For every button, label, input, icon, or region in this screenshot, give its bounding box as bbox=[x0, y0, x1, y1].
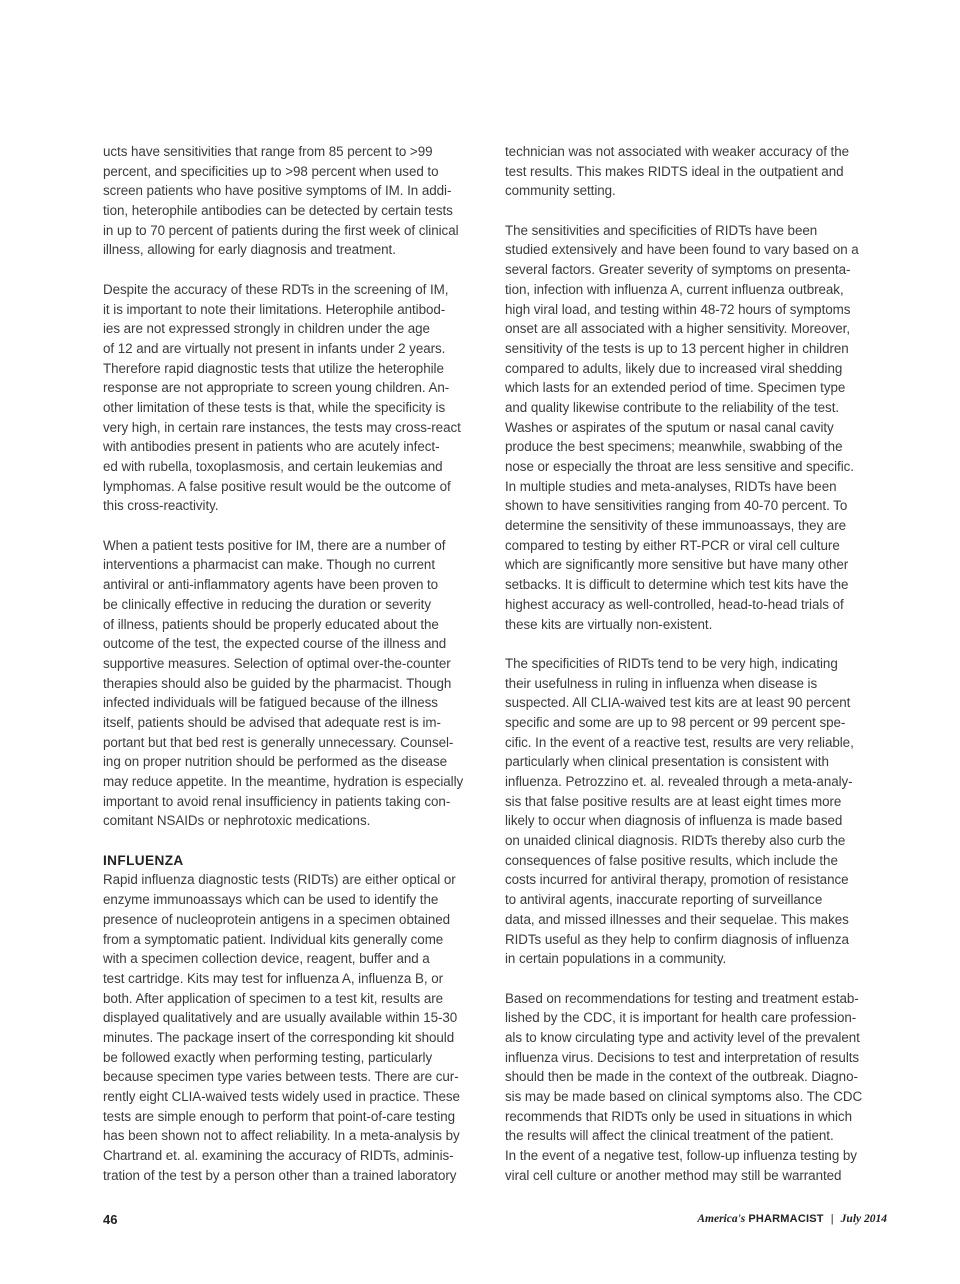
page-number: 46 bbox=[103, 1212, 118, 1227]
text-line: to antiviral agents, inaccurate reporting of surveillance bbox=[505, 892, 823, 908]
text-line: als to know circulating type and activity level of the prevalent bbox=[505, 1029, 860, 1045]
text-line: antiviral or anti-inflammatory agents have been proven to bbox=[103, 577, 439, 593]
text-line: infected individuals will be fatigued because of the illness bbox=[103, 695, 438, 711]
text-line: of 12 and are virtually not present in infants under 2 years. bbox=[103, 340, 446, 356]
paragraph-gap bbox=[505, 201, 888, 221]
text-line: cific. In the event of a reactive test, results are very reliable, bbox=[505, 734, 854, 750]
text-line: enzyme immunoassays which can be used to identify the bbox=[103, 892, 439, 908]
text-line: both. After application of specimen to a test kit, results are bbox=[103, 990, 444, 1006]
text-line: therapies should also be guided by the pharmacist. Though bbox=[103, 675, 452, 691]
text-line: from a symptomatic patient. Individual kits generally come bbox=[103, 931, 444, 947]
text-line: portant but that bed rest is generally unnecessary. Counsel- bbox=[103, 734, 454, 750]
text-line: itself, patients should be advised that adequate rest is im- bbox=[103, 714, 441, 730]
text-line: The specificities of RIDTs tend to be very high, indicating bbox=[505, 655, 838, 671]
right-column bbox=[505, 142, 888, 1185]
text-line: this cross-reactivity. bbox=[103, 498, 219, 514]
text-line: with a specimen collection device, reagent, buffer and a bbox=[103, 951, 430, 967]
text-line: lished by the CDC, it is important for health care profession- bbox=[505, 1010, 857, 1026]
text-line: viral cell culture or another method may still be warranted bbox=[505, 1167, 842, 1183]
text-line: sensitivity of the tests is up to 13 percent higher in children bbox=[505, 340, 849, 356]
text-line: test cartridge. Kits may test for influenza A, influenza B, or bbox=[103, 970, 444, 986]
magazine-name-italic: America's bbox=[697, 1213, 746, 1225]
text-line: Washes or aspirates of the sputum or nasal canal cavity bbox=[505, 419, 834, 435]
text-line: interventions a pharmacist can make. Though no current bbox=[103, 557, 436, 573]
text-line: be followed exactly when performing testing, particularly bbox=[103, 1049, 433, 1065]
text-line: tion, infection with influenza A, current influenza outbreak, bbox=[505, 281, 844, 297]
text-line: which lasts for an extended period of time. Specimen type bbox=[505, 380, 846, 396]
paragraph-gap bbox=[505, 969, 888, 989]
paragraph-gap bbox=[103, 260, 483, 280]
magazine-name-caps: PHARMACIST bbox=[748, 1213, 824, 1225]
section-heading: INFLUENZA bbox=[103, 852, 184, 868]
text-line: percent, and specificities up to >98 percent when used to bbox=[103, 163, 439, 179]
text-line: important to avoid renal insufficiency in patients taking con- bbox=[103, 793, 451, 809]
text-line: because specimen type varies between tests. There are cur- bbox=[103, 1069, 459, 1085]
issue-date: July 2014 bbox=[840, 1213, 887, 1225]
text-line: community setting. bbox=[505, 183, 616, 199]
footer-separator: | bbox=[830, 1213, 834, 1225]
text-line: displayed qualitatively and are usually available within 15-30 bbox=[103, 1010, 458, 1026]
text-line: compared to adults, likely due to increased viral shedding bbox=[505, 360, 843, 376]
text-line: these kits are virtually non-existent. bbox=[505, 616, 713, 632]
text-line: ucts have sensitivities that range from 85 percent to >99 bbox=[103, 144, 433, 159]
magazine-footer bbox=[697, 1213, 887, 1225]
text-line: on unaided clinical diagnosis. RIDTs thereby also curb the bbox=[505, 833, 846, 849]
text-line: setbacks. It is difficult to determine which test kits have the bbox=[505, 577, 849, 593]
text-line: their usefulness in ruling in influenza when disease is bbox=[505, 675, 818, 691]
text-line: tration of the test by a person other than a trained laboratory bbox=[103, 1167, 457, 1183]
text-line: ed with rubella, toxoplasmosis, and certain leukemias and bbox=[103, 459, 443, 474]
text-line: ies are not expressed strongly in children under the age bbox=[103, 321, 430, 337]
text-line: other limitation of these tests is that, while the specificity is bbox=[103, 399, 446, 415]
paragraph-gap bbox=[103, 831, 483, 851]
text-line: the results will affect the clinical treatment of the patient. bbox=[505, 1128, 834, 1144]
text-line: tion, heterophile antibodies can be detected by certain tests bbox=[103, 203, 453, 219]
text-line: comitant NSAIDs or nephrotoxic medications. bbox=[103, 813, 371, 829]
text-line: may reduce appetite. In the meantime, hydration is especially bbox=[103, 774, 464, 789]
text-line: in certain populations in a community. bbox=[505, 951, 727, 967]
text-line: In multiple studies and meta-analyses, RIDTs have been bbox=[505, 478, 837, 494]
text-line: In the event of a negative test, follow-up influenza testing by bbox=[505, 1148, 857, 1164]
text-line: When a patient tests positive for IM, there are a number of bbox=[103, 537, 446, 553]
text-line: studied extensively and have been found to vary based on a bbox=[505, 242, 859, 258]
left-column bbox=[103, 142, 483, 1185]
text-line: influenza. Petrozzino et. al. revealed through a meta-analy- bbox=[505, 774, 853, 789]
text-line: Despite the accuracy of these RDTs in the screening of IM, bbox=[103, 281, 449, 297]
text-line: highest accuracy as well-controlled, head-to-head trials of bbox=[505, 596, 844, 612]
text-line: recommends that RIDTs only be used in situations in which bbox=[505, 1108, 852, 1124]
text-line: presence of nucleoprotein antigens in a specimen obtained bbox=[103, 911, 451, 927]
text-line: shown to have sensitivities ranging from 40-70 percent. To bbox=[505, 498, 848, 514]
text-line: compared to testing by either RT-PCR or viral cell culture bbox=[505, 537, 840, 553]
text-line: sis may be made based on clinical symptoms also. The CDC bbox=[505, 1089, 863, 1104]
text-line: be clinically effective in reducing the duration or severity bbox=[103, 596, 431, 612]
text-line: likely to occur when diagnosis of influenza is made based bbox=[505, 813, 843, 829]
text-line: RIDTs useful as they help to confirm diagnosis of influenza bbox=[505, 931, 849, 947]
text-line: costs incurred for antiviral therapy, promotion of resistance bbox=[505, 872, 849, 888]
text-line: in up to 70 percent of patients during the first week of clinical bbox=[103, 222, 459, 238]
text-line: several factors. Greater severity of symptoms on presenta- bbox=[505, 262, 851, 278]
text-line: of illness, patients should be properly educated about the bbox=[103, 616, 439, 632]
text-line: Rapid influenza diagnostic tests (RIDTs) are either optical or bbox=[103, 872, 456, 888]
text-line: specific and some are up to 98 percent or 99 percent spe- bbox=[505, 714, 846, 730]
text-line: lymphomas. A false positive result would be the outcome of bbox=[103, 478, 451, 494]
text-line: The sensitivities and specificities of RIDTs have been bbox=[505, 222, 818, 238]
text-line: has been shown not to affect reliability. In a meta-analysis by bbox=[103, 1128, 460, 1144]
text-line: consequences of false positive results, which include the bbox=[505, 852, 838, 868]
text-line: which are significantly more sensitive but have many other bbox=[505, 557, 849, 573]
text-line: nose or especially the throat are less sensitive and specific. bbox=[505, 459, 854, 474]
text-line: produce the best specimens; meanwhile, swabbing of the bbox=[505, 439, 843, 455]
text-line: it is important to note their limitations. Heterophile antibod- bbox=[103, 301, 446, 317]
text-line: should then be made in the context of the outbreak. Diagno- bbox=[505, 1069, 858, 1085]
text-line: screen patients who have positive symptoms of IM. In addi- bbox=[103, 183, 452, 199]
text-line: with antibodies present in patients who are acutely infect- bbox=[103, 439, 440, 455]
text-line: ing on proper nutrition should be performed as the disease bbox=[103, 754, 447, 770]
text-line: sis that false positive results are at least eight times more bbox=[505, 793, 842, 809]
text-line: particularly when clinical presentation is consistent with bbox=[505, 754, 829, 770]
text-line: onset are all associated with a higher sensitivity. Moreover, bbox=[505, 321, 851, 337]
text-line: illness, allowing for early diagnosis and treatment. bbox=[103, 242, 396, 258]
text-line: technician was not associated with weaker accuracy of the bbox=[505, 144, 849, 159]
text-line: Therefore rapid diagnostic tests that utilize the heterophile bbox=[103, 360, 444, 376]
text-line: test results. This makes RIDTS ideal in the outpatient and bbox=[505, 163, 844, 179]
text-line: very high, in certain rare instances, the tests may cross-react bbox=[103, 419, 461, 435]
text-line: determine the sensitivity of these immunoassays, they are bbox=[505, 518, 847, 534]
text-line: outcome of the test, the expected course of the illness and bbox=[103, 636, 447, 652]
text-line: Based on recommendations for testing and treatment estab- bbox=[505, 990, 859, 1006]
text-line: rently eight CLIA-waived tests widely used in practice. These bbox=[103, 1089, 460, 1104]
text-line: minutes. The package insert of the corresponding kit should bbox=[103, 1029, 455, 1045]
text-line: data, and missed illnesses and their sequelae. This makes bbox=[505, 911, 849, 927]
text-line: response are not appropriate to screen young children. An- bbox=[103, 380, 450, 396]
paragraph-gap bbox=[103, 516, 483, 536]
text-line: tests are simple enough to perform that point-of-care testing bbox=[103, 1108, 455, 1124]
text-line: Chartrand et. al. examining the accuracy of RIDTs, adminis- bbox=[103, 1148, 454, 1164]
paragraph-gap bbox=[505, 634, 888, 654]
text-line: high viral load, and testing within 48-72 hours of symptoms bbox=[505, 301, 851, 317]
text-line: supportive measures. Selection of optimal over-the-counter bbox=[103, 655, 451, 671]
text-line: influenza virus. Decisions to test and interpretation of results bbox=[505, 1049, 860, 1065]
text-line: suspected. All CLIA-waived test kits are at least 90 percent bbox=[505, 695, 851, 711]
text-line: and quality likewise contribute to the reliability of the test. bbox=[505, 399, 840, 415]
